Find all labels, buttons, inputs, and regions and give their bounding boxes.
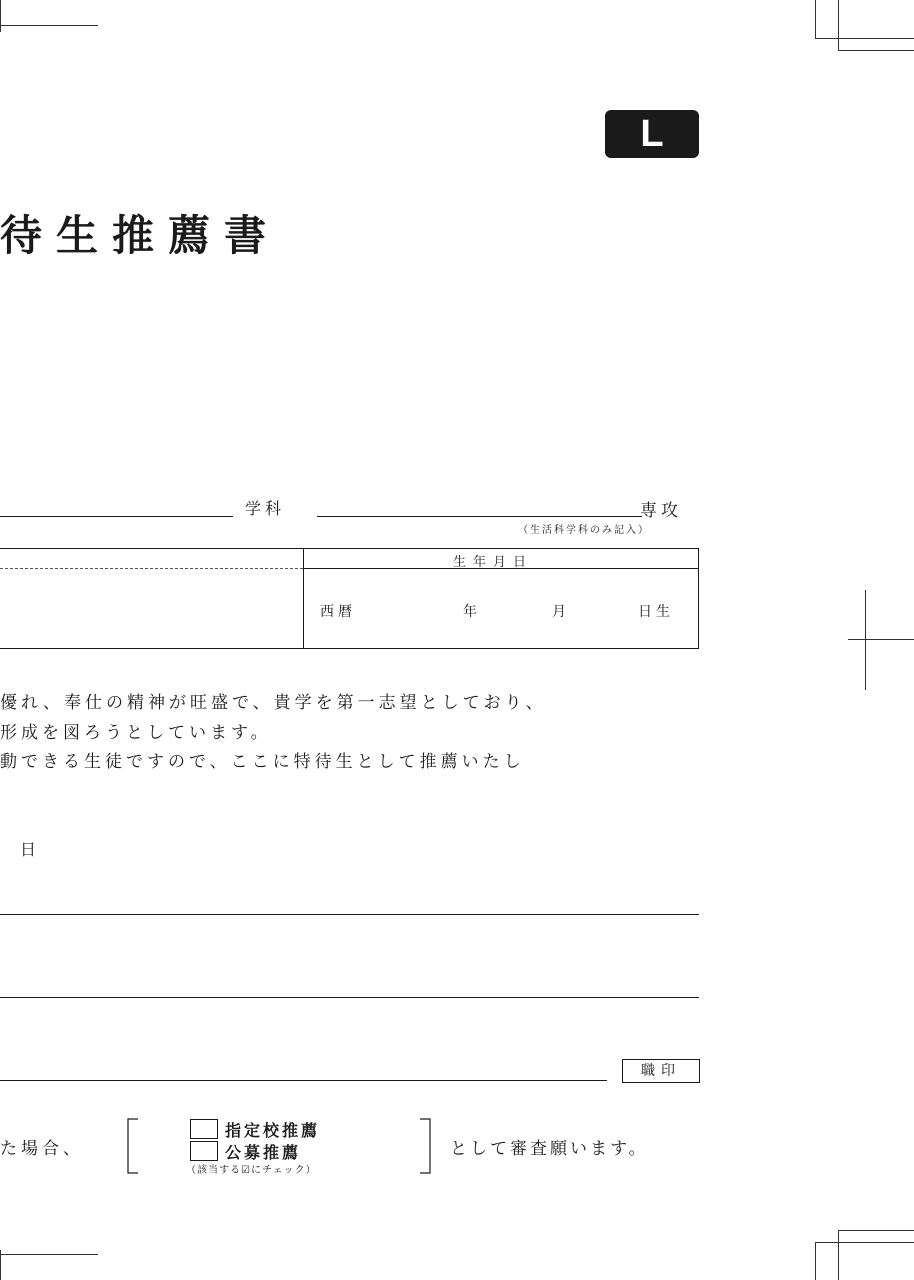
birthdate-year-label: 年 xyxy=(463,604,481,620)
crop-mark-top-right-v2 xyxy=(838,0,839,50)
form-type-badge: L xyxy=(605,110,699,158)
review-prefix: た場合、 xyxy=(0,1139,84,1159)
date-day-label: 日 xyxy=(20,840,41,859)
name-field[interactable] xyxy=(0,570,300,646)
school-address-line[interactable] xyxy=(0,997,699,998)
school-name-line[interactable] xyxy=(0,914,699,915)
register-mark-right-h xyxy=(848,639,914,640)
principal-name-line[interactable] xyxy=(0,1080,607,1081)
major-field-line[interactable] xyxy=(317,516,642,517)
department-field-line[interactable] xyxy=(0,516,233,517)
crop-mark-top-right-h2 xyxy=(838,50,914,51)
page-title: 待生推薦書 xyxy=(0,211,281,260)
major-label: 専攻 xyxy=(640,501,682,521)
crop-mark-bottom-right-v2 xyxy=(838,1230,839,1280)
review-suffix: として審査願います。 xyxy=(450,1139,649,1159)
department-label: 学科 xyxy=(245,499,286,518)
crop-mark-bottom-right-h2 xyxy=(838,1230,914,1231)
furigana-dashed-line xyxy=(0,568,303,569)
crop-mark-top-right-h1 xyxy=(815,38,914,39)
major-note: （生活科学科のみ記入） xyxy=(518,525,650,536)
crop-mark-top-right-v1 xyxy=(815,0,816,38)
birthdate-month-label: 月 xyxy=(552,604,570,620)
crop-mark-top-left-h xyxy=(0,25,98,26)
public-recruitment-checkbox[interactable] xyxy=(190,1141,218,1161)
crop-mark-bottom-right-v1 xyxy=(815,1242,816,1280)
body-line-3: 動できる生徒ですので、ここに特待生として推薦いたし xyxy=(0,752,525,772)
official-seal-box: 職印 xyxy=(622,1059,700,1083)
crop-mark-top-left-v xyxy=(0,0,1,32)
crop-mark-bottom-left-v xyxy=(0,1250,1,1280)
left-bracket xyxy=(124,1118,140,1174)
birthdate-era-label: 西暦 xyxy=(320,604,356,620)
designated-school-checkbox[interactable] xyxy=(190,1119,218,1139)
check-instruction-note: （該当する☑にチェック） xyxy=(186,1165,317,1176)
register-mark-right-v xyxy=(865,590,866,690)
designated-school-label: 指定校推薦 xyxy=(225,1121,321,1140)
crop-mark-bottom-right-h1 xyxy=(815,1242,914,1243)
body-line-2: 形成を図ろうとしています。 xyxy=(0,723,272,743)
crop-mark-bottom-left-h xyxy=(0,1254,98,1255)
right-bracket xyxy=(418,1118,434,1174)
table-divider-vertical xyxy=(303,548,304,648)
public-recruitment-label: 公募推薦 xyxy=(225,1143,302,1162)
body-line-1: 優れ、奉仕の精神が旺盛で、貴学を第一志望としており、 xyxy=(0,693,547,713)
birthdate-day-label: 日生 xyxy=(638,604,674,620)
birthdate-header: 生年月日 xyxy=(453,555,534,570)
